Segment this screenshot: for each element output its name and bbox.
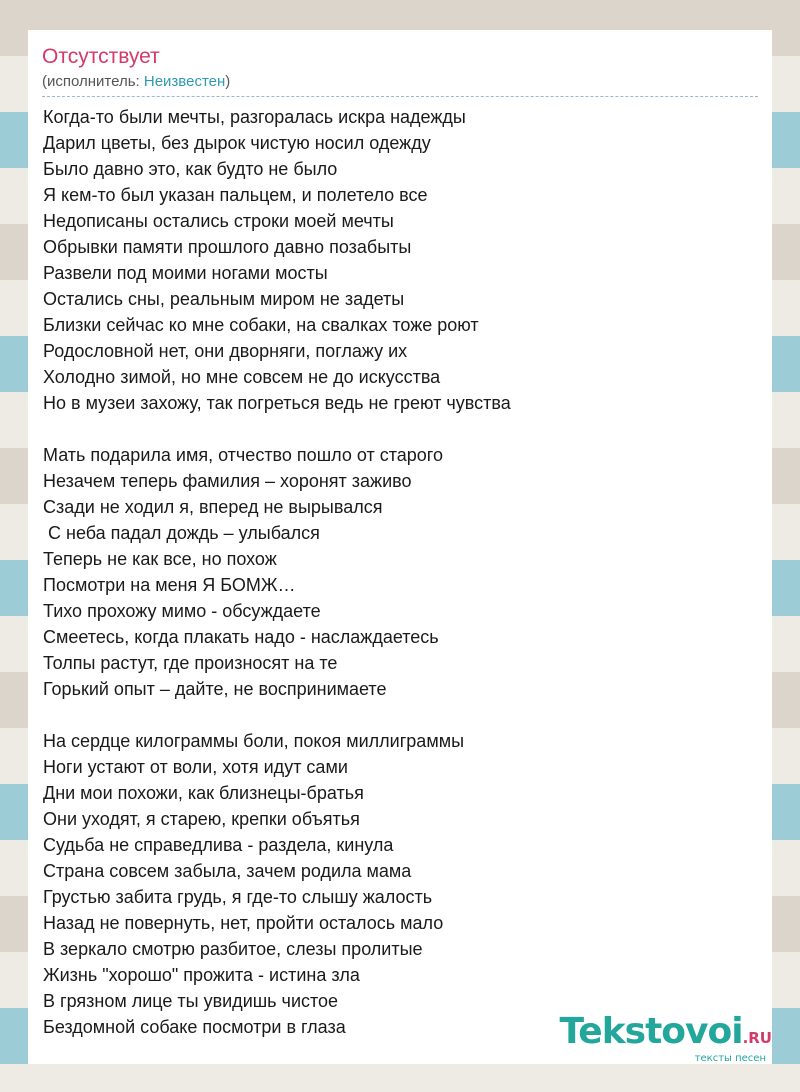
lyric-line: Обрывки памяти прошлого давно позабыты xyxy=(43,237,412,257)
lyric-line: Когда-то были мечты, разгоралась искра надежды xyxy=(43,107,466,127)
lyric-line: В зеркало смотрю разбитое, слезы пролитые xyxy=(43,939,423,959)
site-logo[interactable] xyxy=(560,1013,772,1064)
lyric-line: Ноги устают от воли, хотя идут сами xyxy=(43,757,348,777)
lyric-line: Я кем-то был указан пальцем, и полетело все xyxy=(43,185,428,205)
lyric-line: Холодно зимой, но мне совсем не до искусства xyxy=(43,367,441,387)
lyric-line: Дарил цветы, без дырок чистую носил одежду xyxy=(43,133,431,153)
lyric-line: Жизнь "хорошо" прожита - истина зла xyxy=(43,965,360,985)
lyric-line: Но в музеи захожу, так погреться ведь не греют чувства xyxy=(43,393,511,413)
lyric-line: В грязном лице ты увидишь чистое xyxy=(43,991,339,1011)
lyric-line: Бездомной собаке посмотри в глаза xyxy=(43,1017,346,1037)
lyric-line: Родословной нет, они дворняги, поглажу их xyxy=(43,341,408,361)
logo-domain-suffix: .RU xyxy=(742,1029,772,1047)
lyric-line: Близки сейчас ко мне собаки, на свалках тоже роют xyxy=(43,315,479,335)
lyric-line: Тихо прохожу мимо - обсуждаете xyxy=(43,601,321,621)
lyric-line: Смеетесь, когда плакать надо - наслаждаетесь xyxy=(43,627,439,647)
stanza-break xyxy=(43,416,758,442)
lyric-line: Посмотри на меня Я БОМЖ… xyxy=(43,575,296,595)
song-header xyxy=(42,44,758,97)
lyric-line: Они уходят, я старею, крепки объятья xyxy=(43,809,360,829)
lyric-line: Теперь не как все, но похож xyxy=(43,549,277,569)
lyric-line: Развели под моими ногами мосты xyxy=(43,263,328,283)
logo-tagline: тексты песен xyxy=(694,1053,766,1064)
lyric-line: Мать подарила имя, отчество пошло от старого xyxy=(43,445,443,465)
lyric-line: Недописаны остались строки моей мечты xyxy=(43,211,394,231)
logo-wordmark: Tekstovoi xyxy=(559,1011,743,1052)
lyric-line: Страна совсем забыла, зачем родила мама xyxy=(43,861,412,881)
lyric-line: Судьба не справедлива - раздела, кинула xyxy=(43,835,394,855)
lyric-line: Горький опыт – дайте, не воспринимаете xyxy=(43,679,387,699)
stanza-break xyxy=(43,702,758,728)
lyric-line: На сердце килограммы боли, покоя миллиграммы xyxy=(43,731,465,751)
lyric-line: Сзади не ходил я, вперед не вырывался xyxy=(43,497,383,517)
lyrics-card xyxy=(28,30,772,1064)
lyric-line: Дни мои похожи, как близнецы-братья xyxy=(43,783,364,803)
lyric-line: Незачем теперь фамилия – хоронят заживо xyxy=(43,471,412,491)
lyric-line: Грустью забита грудь, я где-то слышу жалость xyxy=(43,887,433,907)
artist-prefix: (исполнитель: xyxy=(42,73,144,90)
artist-suffix: ) xyxy=(225,73,231,90)
lyric-line: Было давно это, как будто не было xyxy=(43,159,338,179)
lyric-line: Толпы растут, где произносят на те xyxy=(43,653,338,673)
lyric-line: Назад не повернуть, нет, пройти осталось мало xyxy=(43,913,444,933)
artist-link[interactable]: Неизвестен xyxy=(143,73,226,90)
lyric-line: С неба падал дождь – улыбался xyxy=(43,523,320,543)
lyric-line: Остались сны, реальным миром не задеты xyxy=(43,289,405,309)
song-title: Отсутствует xyxy=(42,45,160,68)
lyrics-text xyxy=(43,104,758,1040)
artist-line xyxy=(42,72,758,97)
